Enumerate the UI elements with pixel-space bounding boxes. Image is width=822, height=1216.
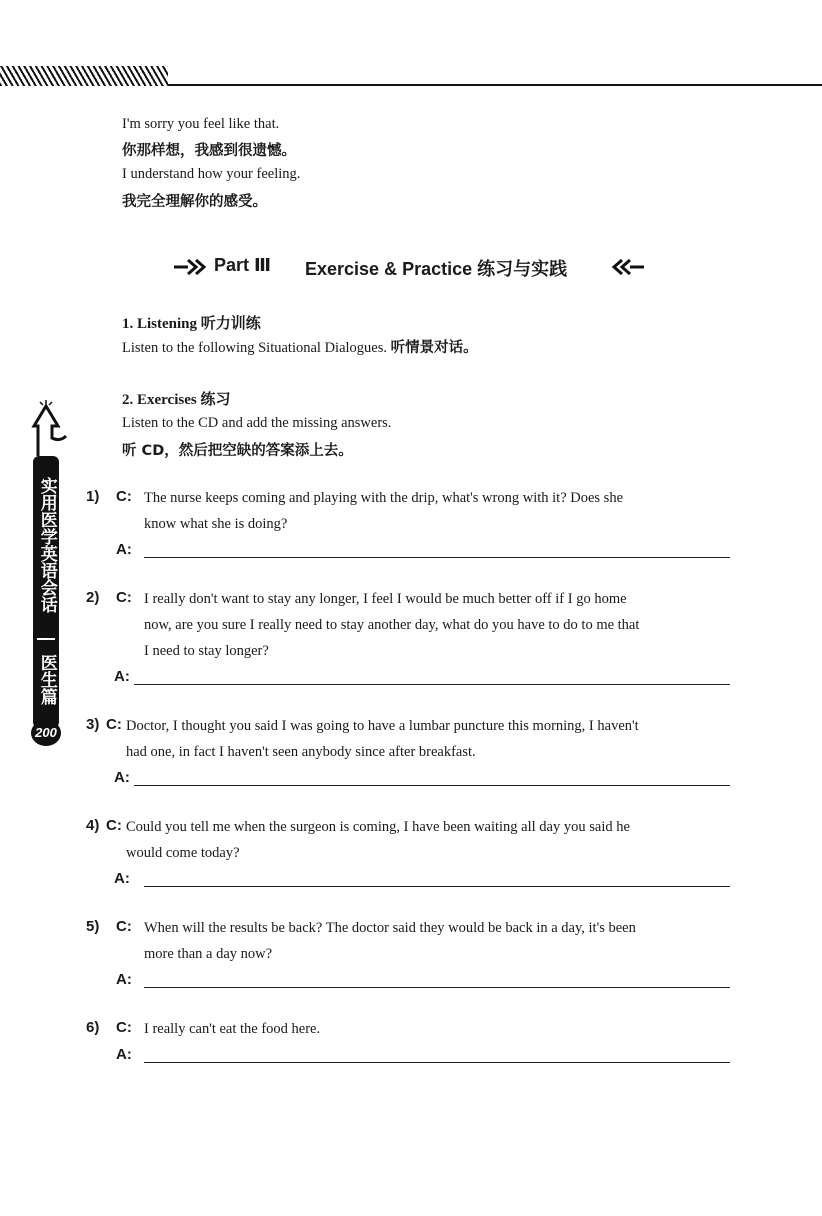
part-heading (174, 252, 644, 282)
question-line: Doctor, I thought you said I was going to have a lumbar puncture this morning, I haven't (126, 718, 639, 734)
speaker-label: C: (106, 817, 122, 834)
question-number: 5) (86, 918, 100, 935)
answer-label: A: (116, 1046, 132, 1063)
question-line: When will the results be back? The doctor said they would be back in a day, it's been (144, 920, 636, 936)
part-title: Exercise & Practice 练习与实践 (305, 259, 568, 279)
part-label: Part Ⅲ (214, 255, 272, 275)
question-line: Could you tell me when the surgeon is coming, I have been waiting all day you said he (126, 819, 630, 835)
sidebar-book-title-text: 实用医学英语会话 (36, 477, 57, 613)
question-line: more than a day now? (144, 946, 273, 962)
question-line: now, are you sure I really need to stay another day, what do you have to do to me that (144, 617, 640, 633)
answer-blank[interactable] (144, 1062, 730, 1063)
question-line: I really can't eat the food here. (144, 1021, 321, 1037)
speaker-label: C: (116, 1019, 132, 1036)
answer-blank[interactable] (144, 886, 730, 887)
question-number: 1) (86, 488, 100, 505)
sidebar-arrow-ornament-icon (30, 398, 70, 458)
answer-blank[interactable] (134, 684, 730, 685)
header-rule (168, 84, 822, 86)
question-number: 4) (86, 817, 100, 834)
speaker-label: C: (116, 589, 132, 606)
intro-line2-cn: 我完全理解你的感受。 (122, 194, 267, 210)
answer-label: A: (114, 668, 130, 685)
exercises-instruction-en: Listen to the CD and add the missing answers. (122, 415, 392, 431)
intro-line1-cn: 你那样想，我感到很遗憾。 (122, 143, 296, 159)
answer-blank[interactable] (144, 557, 730, 558)
speaker-label: C: (106, 716, 122, 733)
sidebar-volume: 医生篇 (36, 653, 57, 705)
listening-title: 1. Listening 听力训练 (122, 316, 261, 332)
exercises-title: 2. Exercises 练习 (122, 392, 231, 408)
answer-label: A: (114, 870, 130, 887)
right-arrow-ornament-icon (606, 258, 644, 276)
header-hatch-decoration (0, 66, 168, 86)
answer-label: A: (116, 541, 132, 558)
speaker-label: C: (116, 488, 132, 505)
question-line: I really don't want to stay any longer, I feel I would be much better off if I go home (144, 591, 627, 607)
intro-line2-en: I understand how your feeling. (122, 166, 301, 182)
question-line: The nurse keeps coming and playing with the drip, what's wrong with it? Does she (144, 490, 624, 506)
sidebar-divider (37, 638, 55, 640)
exercises-instruction-cn: 听 CD，然后把空缺的答案添上去。 (122, 443, 353, 459)
question-line: had one, in fact I haven't seen anybody since after breakfast. (126, 744, 476, 760)
left-arrow-ornament-icon (174, 258, 212, 276)
question-number: 2) (86, 589, 100, 606)
question-line: know what she is doing? (144, 516, 288, 532)
intro-line1-en: I'm sorry you feel like that. (122, 116, 280, 132)
answer-label: A: (114, 769, 130, 786)
answer-blank[interactable] (144, 987, 730, 988)
page-number: 200 (31, 720, 61, 746)
question-line: would come today? (126, 845, 240, 861)
listening-instruction-en: Listen to the following Situational Dialogues. (122, 340, 387, 356)
speaker-label: C: (116, 918, 132, 935)
listening-instruction-cn: 听情景对话。 (390, 340, 478, 356)
answer-label: A: (116, 971, 132, 988)
question-line: I need to stay longer? (144, 643, 269, 659)
listening-instruction (122, 338, 478, 358)
question-number: 6) (86, 1019, 100, 1036)
answer-blank[interactable] (134, 785, 730, 786)
question-number: 3) (86, 716, 100, 733)
sidebar-book-title (33, 462, 59, 710)
